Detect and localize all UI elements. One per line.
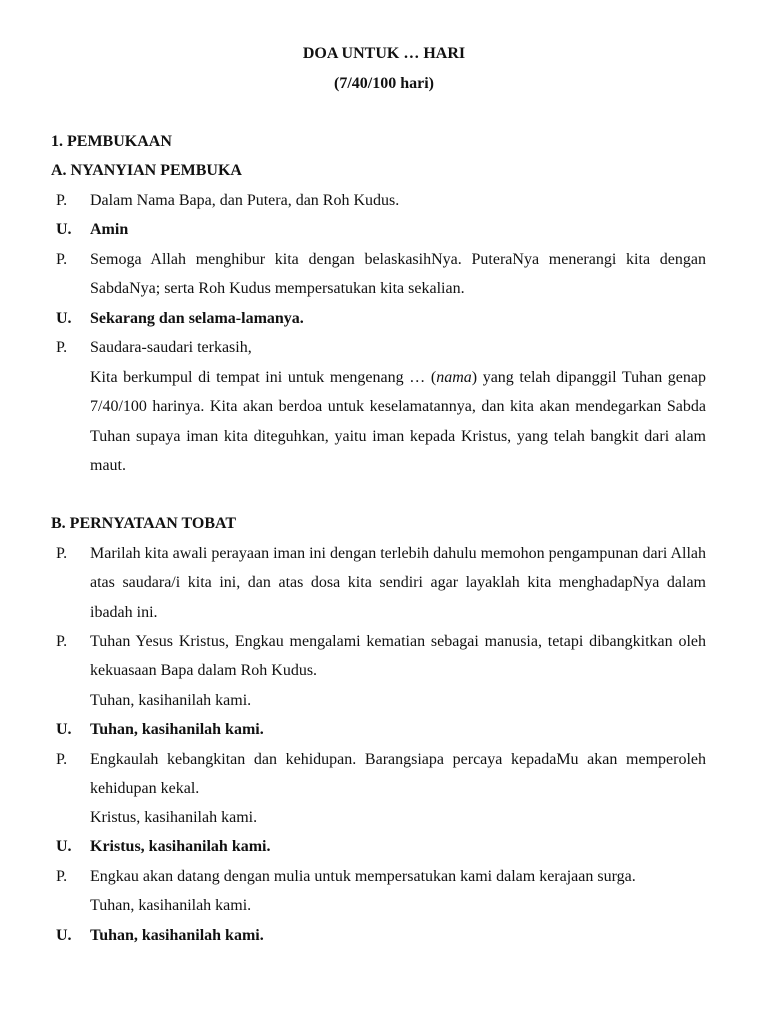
speaker-label: U. [56, 838, 72, 855]
line-text: Marilah kita awali perayaan iman ini dengan terlebih dahulu memohon pengampunan dari Allah atas saudara/i kita ini, dan atas dosa kita sendiri agar layaklah kita menghadapNya dalam ibadah ini. [90, 545, 706, 621]
liturgy-line [56, 627, 706, 686]
line-text: Engkaulah kebangkitan dan kehidupan. Barangsiapa percaya kepadaMu akan memperoleh kehidupan kekal. [90, 751, 706, 798]
speaker-label: P. [56, 751, 68, 768]
liturgy-line [56, 745, 706, 804]
liturgy-line [56, 186, 706, 215]
liturgy-line [56, 862, 706, 891]
text-part: ) yang telah dipanggil Tuhan genap 7/40/100 harinya. Kita akan berdoa untuk keselamatannya, dan kita akan mendegarkan Sabda Tuhan supaya iman kita diteguhkan, yaitu iman kepada Kristus, yang telah bangkit dari alam maut. [90, 369, 707, 475]
line-text: Dalam Nama Bapa, dan Putera, dan Roh Kudus. [90, 192, 400, 209]
text-emphasis: nama [436, 369, 472, 386]
speaker-label: P. [56, 868, 68, 885]
speaker-label: U. [56, 721, 72, 738]
liturgy-line [56, 686, 706, 715]
line-text [90, 363, 706, 481]
line-text: Kristus, kasihanilah kami. [90, 838, 271, 855]
line-text: Tuhan, kasihanilah kami. [90, 927, 264, 944]
doc-subtitle: (7/40/100 hari) [334, 75, 434, 92]
line-text: Tuhan, kasihanilah kami. [90, 897, 252, 914]
line-text: Tuhan, kasihanilah kami. [90, 721, 264, 738]
liturgy-line [56, 891, 706, 920]
line-text: Engkau akan datang dengan mulia untuk mempersatukan kami dalam kerajaan surga. [90, 868, 636, 885]
liturgy-line [56, 539, 706, 627]
speaker-label: U. [56, 310, 72, 327]
liturgy-line [56, 215, 706, 244]
line-text: Tuhan Yesus Kristus, Engkau mengalami kematian sebagai manusia, tetapi dibangkitkan oleh kekuasaan Bapa dalam Roh Kudus. [90, 633, 706, 680]
line-text: Sekarang dan selama-lamanya. [90, 310, 304, 327]
liturgy-line [56, 803, 706, 832]
line-text: Semoga Allah menghibur kita dengan belaskasihNya. PuteraNya menerangi kita dengan SabdaNya; serta Roh Kudus mempersatukan kita sekalian. [90, 251, 706, 298]
liturgy-line [56, 333, 706, 362]
section-nyanyian-pembuka: A. NYANYIAN PEMBUKA [51, 162, 242, 179]
line-text: Saudara-saudari terkasih, [90, 339, 252, 356]
speaker-label: P. [56, 192, 68, 209]
section-pembukaan: 1. PEMBUKAAN [51, 133, 172, 150]
speaker-label: P. [56, 633, 68, 650]
line-text: Tuhan, kasihanilah kami. [90, 692, 252, 709]
liturgy-line [56, 304, 706, 333]
speaker-label: P. [56, 545, 68, 562]
liturgy-line [56, 715, 706, 744]
liturgy-line [56, 921, 706, 950]
section-pernyataan-tobat: B. PERNYATAAN TOBAT [51, 515, 237, 532]
line-text: Amin [90, 221, 129, 238]
speaker-label: U. [56, 221, 72, 238]
text-part: Kita berkumpul di tempat ini untuk mengenang … ( [90, 369, 437, 386]
liturgy-line [56, 245, 706, 304]
doc-title: DOA UNTUK … HARI [302, 45, 466, 62]
line-text: Kristus, kasihanilah kami. [90, 809, 258, 826]
speaker-label: U. [56, 927, 72, 944]
liturgy-line [56, 832, 706, 861]
speaker-label: P. [56, 251, 68, 268]
speaker-label: P. [56, 339, 68, 356]
liturgy-paragraph [56, 363, 706, 481]
